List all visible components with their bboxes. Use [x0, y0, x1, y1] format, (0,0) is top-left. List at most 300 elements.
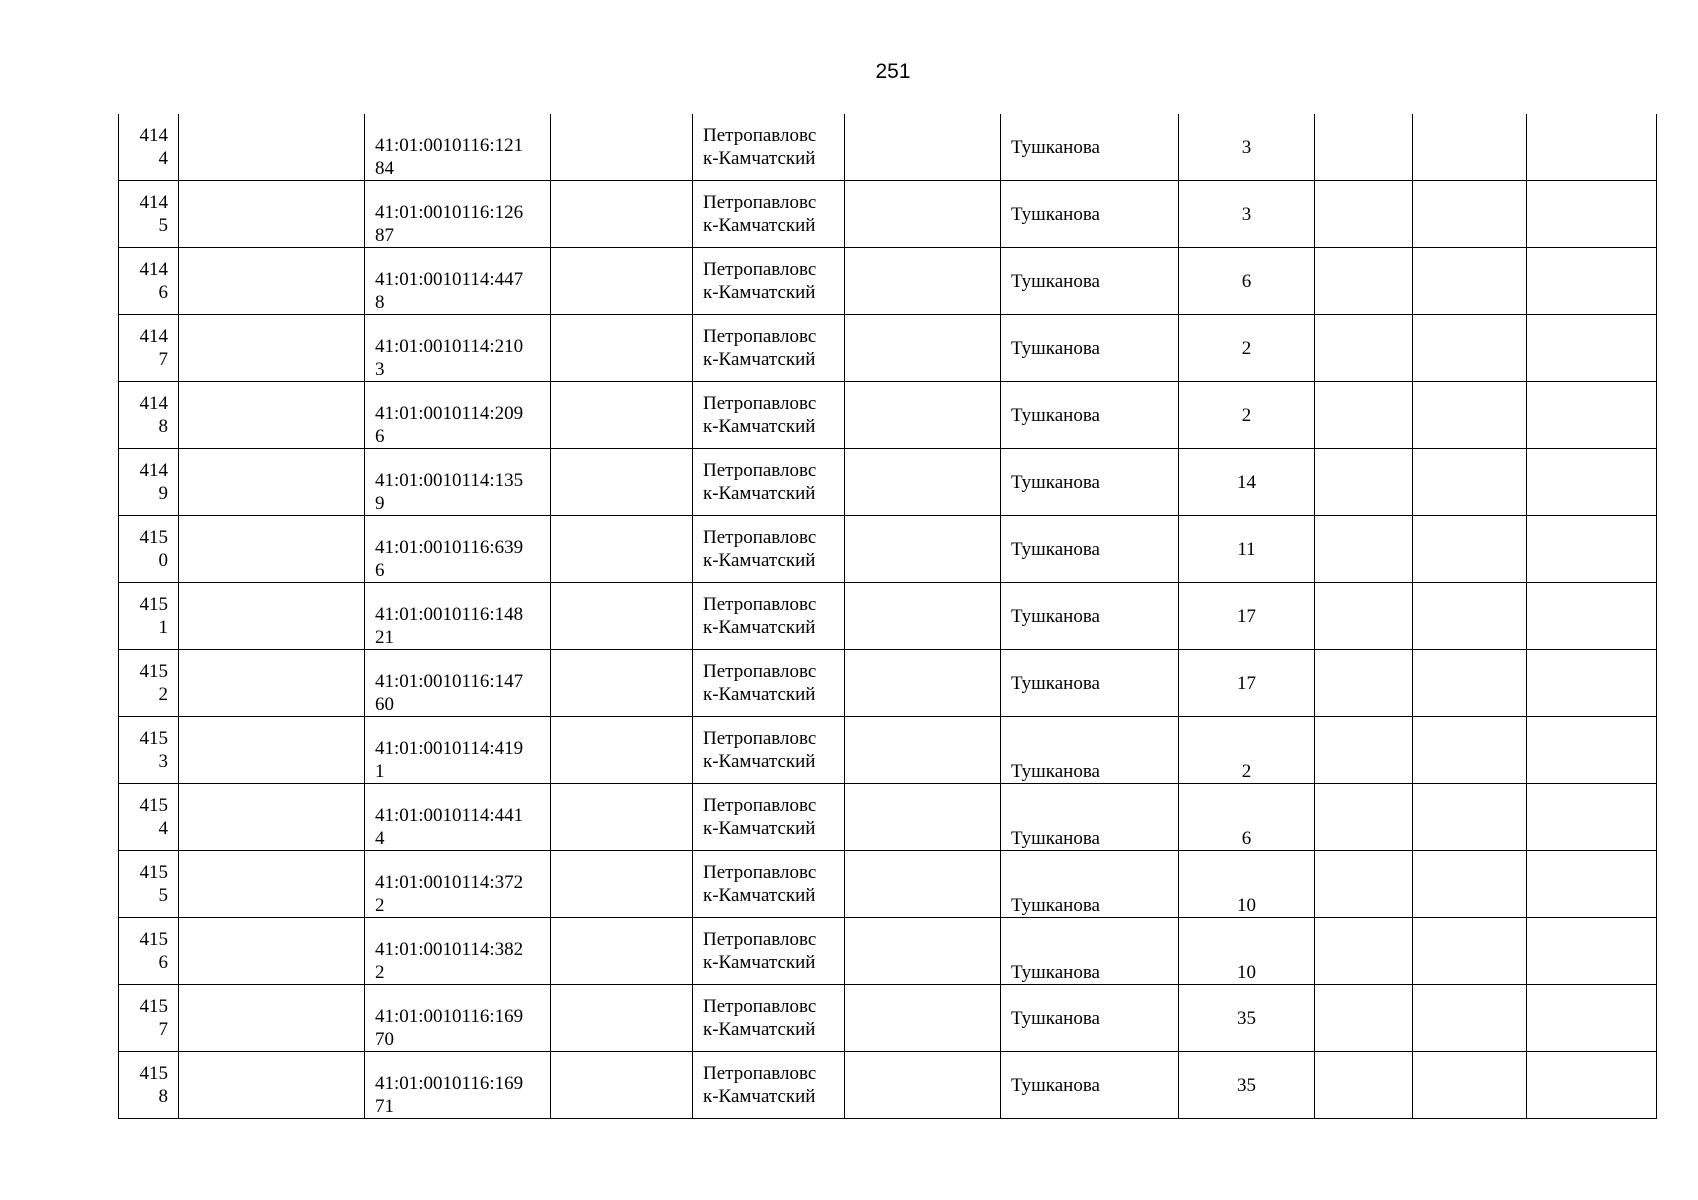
table-row	[119, 516, 1657, 583]
row-number-cell	[119, 784, 179, 851]
empty-cell	[1413, 382, 1527, 449]
empty-cell	[1315, 382, 1413, 449]
house-number-cell	[1179, 918, 1315, 985]
table-row	[119, 315, 1657, 382]
empty-cell	[1413, 583, 1527, 650]
empty-cell	[1527, 851, 1657, 918]
empty-cell	[551, 248, 693, 315]
city-line: Петропавловс	[703, 460, 817, 481]
street-name: Тушканова	[1011, 761, 1100, 782]
street-name: Тушканова	[1011, 1007, 1100, 1029]
empty-cell	[845, 851, 1001, 918]
row-number-line: 415	[139, 594, 168, 615]
cadastral-number-line: 70	[375, 1029, 394, 1050]
city-line: к-Камчатский	[703, 282, 816, 303]
table-row	[119, 918, 1657, 985]
city-cell	[693, 784, 845, 851]
empty-cell	[551, 851, 693, 918]
house-number-cell	[1179, 181, 1315, 248]
street-name: Тушканова	[1011, 828, 1100, 849]
city-line: к-Камчатский	[703, 751, 816, 772]
empty-cell	[1413, 650, 1527, 717]
row-number-line: 7	[158, 1019, 168, 1040]
cadastral-number-cell	[365, 114, 551, 181]
cadastral-number-line: 8	[375, 292, 385, 313]
city-cell	[693, 918, 845, 985]
cadastral-number-cell	[365, 382, 551, 449]
empty-cell	[179, 784, 365, 851]
empty-cell	[1413, 315, 1527, 382]
cadastral-number-cell	[365, 784, 551, 851]
cadastral-number-line: 2	[375, 895, 385, 916]
empty-cell	[1315, 784, 1413, 851]
house-number-cell	[1179, 315, 1315, 382]
city-line: к-Камчатский	[703, 684, 816, 705]
row-number-line: 2	[158, 684, 168, 705]
city-line: Петропавловс	[703, 527, 817, 548]
house-number: 17	[1237, 672, 1256, 694]
cadastral-number-line: 41:01:0010114:209	[375, 403, 524, 424]
empty-cell	[1527, 516, 1657, 583]
city-line: к-Камчатский	[703, 550, 816, 571]
row-number-line: 6	[158, 952, 168, 973]
row-number-line: 1	[158, 617, 168, 638]
city-cell	[693, 516, 845, 583]
empty-cell	[551, 516, 693, 583]
empty-cell	[179, 248, 365, 315]
city-line: к-Камчатский	[703, 215, 816, 236]
table-row	[119, 181, 1657, 248]
empty-cell	[1315, 114, 1413, 181]
row-number-line: 5	[158, 215, 168, 236]
empty-cell	[1527, 1052, 1657, 1119]
empty-cell	[179, 516, 365, 583]
empty-cell	[845, 717, 1001, 784]
row-number-line: 415	[139, 996, 168, 1017]
registry-table	[118, 114, 1657, 1119]
cadastral-number-line: 2	[375, 962, 385, 983]
house-number: 2	[1241, 404, 1252, 426]
empty-cell	[179, 181, 365, 248]
cadastral-number-line: 6	[375, 560, 385, 581]
empty-cell	[845, 1052, 1001, 1119]
house-number: 3	[1241, 136, 1252, 158]
row-number-line: 4	[158, 148, 168, 169]
row-number-line: 414	[139, 460, 168, 481]
street-name: Тушканова	[1011, 471, 1100, 493]
page-number: 251	[875, 60, 911, 83]
city-cell	[693, 382, 845, 449]
empty-cell	[1413, 851, 1527, 918]
empty-cell	[1527, 717, 1657, 784]
street-name: Тушканова	[1011, 136, 1100, 158]
street-cell	[1001, 449, 1179, 516]
empty-cell	[179, 650, 365, 717]
row-number-cell	[119, 851, 179, 918]
row-number-line: 8	[158, 1086, 168, 1107]
cadastral-number-line: 1	[375, 761, 385, 782]
empty-cell	[1527, 181, 1657, 248]
empty-cell	[845, 248, 1001, 315]
city-cell	[693, 315, 845, 382]
street-name: Тушканова	[1011, 404, 1100, 426]
empty-cell	[1315, 1052, 1413, 1119]
city-line: Петропавловс	[703, 996, 817, 1017]
street-cell	[1001, 114, 1179, 181]
cadastral-number-line: 41:01:0010116:639	[375, 537, 524, 558]
city-cell	[693, 650, 845, 717]
row-number-cell	[119, 985, 179, 1052]
house-number: 2	[1241, 337, 1252, 359]
empty-cell	[551, 784, 693, 851]
city-line: к-Камчатский	[703, 617, 816, 638]
cadastral-number-line: 6	[375, 426, 385, 447]
city-line: к-Камчатский	[703, 1086, 816, 1107]
row-number-line: 414	[139, 192, 168, 213]
cadastral-number-line: 9	[375, 493, 385, 514]
empty-cell	[551, 114, 693, 181]
street-name: Тушканова	[1011, 1074, 1100, 1096]
empty-cell	[179, 583, 365, 650]
street-name: Тушканова	[1011, 605, 1100, 627]
empty-cell	[179, 315, 365, 382]
empty-cell	[1527, 382, 1657, 449]
empty-cell	[1527, 650, 1657, 717]
house-number-cell	[1179, 114, 1315, 181]
cadastral-number-cell	[365, 851, 551, 918]
cadastral-number-line: 3	[375, 359, 385, 380]
cadastral-number-line: 41:01:0010114:441	[375, 805, 524, 826]
row-number-line: 415	[139, 728, 168, 749]
table-row	[119, 717, 1657, 784]
empty-cell	[845, 650, 1001, 717]
house-number-cell	[1179, 449, 1315, 516]
empty-cell	[1527, 985, 1657, 1052]
city-line: Петропавловс	[703, 862, 817, 883]
empty-cell	[1315, 650, 1413, 717]
cadastral-number-cell	[365, 181, 551, 248]
city-line: Петропавловс	[703, 728, 817, 749]
house-number-cell	[1179, 985, 1315, 1052]
cadastral-number-cell	[365, 315, 551, 382]
empty-cell	[845, 918, 1001, 985]
cadastral-number-cell	[365, 516, 551, 583]
house-number-cell	[1179, 516, 1315, 583]
empty-cell	[1315, 985, 1413, 1052]
cadastral-number-line: 41:01:0010116:126	[375, 202, 524, 223]
street-name: Тушканова	[1011, 538, 1100, 560]
empty-cell	[551, 315, 693, 382]
empty-cell	[1527, 918, 1657, 985]
row-number-line: 0	[158, 550, 168, 571]
street-name: Тушканова	[1011, 962, 1100, 983]
empty-cell	[179, 918, 365, 985]
empty-cell	[845, 382, 1001, 449]
empty-cell	[179, 449, 365, 516]
empty-cell	[1315, 315, 1413, 382]
empty-cell	[1315, 918, 1413, 985]
table-row	[119, 248, 1657, 315]
cadastral-number-line: 41:01:0010114:135	[375, 470, 524, 491]
street-cell	[1001, 516, 1179, 583]
row-number-cell	[119, 315, 179, 382]
cadastral-number-line: 41:01:0010116:148	[375, 604, 524, 625]
street-name: Тушканова	[1011, 203, 1100, 225]
row-number-cell	[119, 248, 179, 315]
table-row	[119, 650, 1657, 717]
row-number-line: 415	[139, 795, 168, 816]
empty-cell	[179, 114, 365, 181]
house-number: 6	[1241, 828, 1252, 849]
city-cell	[693, 449, 845, 516]
row-number-cell	[119, 449, 179, 516]
empty-cell	[845, 181, 1001, 248]
street-cell	[1001, 315, 1179, 382]
house-number-cell	[1179, 851, 1315, 918]
empty-cell	[1527, 583, 1657, 650]
cadastral-number-line: 41:01:0010116:169	[375, 1006, 524, 1027]
empty-cell	[1413, 181, 1527, 248]
empty-cell	[845, 583, 1001, 650]
city-line: к-Камчатский	[703, 483, 816, 504]
row-number-line: 7	[158, 349, 168, 370]
table-row	[119, 784, 1657, 851]
street-cell	[1001, 851, 1179, 918]
street-cell	[1001, 1052, 1179, 1119]
city-cell	[693, 114, 845, 181]
empty-cell	[1413, 248, 1527, 315]
row-number-cell	[119, 650, 179, 717]
cadastral-number-line: 41:01:0010116:147	[375, 671, 524, 692]
row-number-cell	[119, 583, 179, 650]
empty-cell	[179, 717, 365, 784]
house-number-cell	[1179, 583, 1315, 650]
empty-cell	[551, 717, 693, 784]
city-cell	[693, 1052, 845, 1119]
city-cell	[693, 181, 845, 248]
street-cell	[1001, 382, 1179, 449]
street-cell	[1001, 985, 1179, 1052]
cadastral-number-cell	[365, 449, 551, 516]
table-row	[119, 583, 1657, 650]
empty-cell	[551, 449, 693, 516]
city-cell	[693, 985, 845, 1052]
row-number-line: 8	[158, 416, 168, 437]
empty-cell	[845, 985, 1001, 1052]
empty-cell	[1527, 248, 1657, 315]
empty-cell	[1413, 114, 1527, 181]
city-cell	[693, 717, 845, 784]
row-number-cell	[119, 717, 179, 784]
empty-cell	[1315, 583, 1413, 650]
street-cell	[1001, 181, 1179, 248]
empty-cell	[1413, 985, 1527, 1052]
row-number-line: 6	[158, 282, 168, 303]
city-line: Петропавловс	[703, 1063, 817, 1084]
row-number-line: 9	[158, 483, 168, 504]
city-line: Петропавловс	[703, 661, 817, 682]
row-number-line: 4	[158, 818, 168, 839]
table-row	[119, 1052, 1657, 1119]
empty-cell	[1527, 114, 1657, 181]
row-number-line: 415	[139, 527, 168, 548]
empty-cell	[551, 918, 693, 985]
row-number-cell	[119, 382, 179, 449]
empty-cell	[1527, 315, 1657, 382]
cadastral-number-cell	[365, 985, 551, 1052]
row-number-line: 414	[139, 259, 168, 280]
table-row	[119, 114, 1657, 181]
empty-cell	[845, 315, 1001, 382]
table-row	[119, 382, 1657, 449]
cadastral-number-line: 21	[375, 627, 394, 648]
empty-cell	[1315, 516, 1413, 583]
empty-cell	[1527, 784, 1657, 851]
street-name: Тушканова	[1011, 270, 1100, 292]
row-number-cell	[119, 516, 179, 583]
house-number-cell	[1179, 1052, 1315, 1119]
street-cell	[1001, 784, 1179, 851]
house-number-cell	[1179, 717, 1315, 784]
street-cell	[1001, 248, 1179, 315]
empty-cell	[179, 985, 365, 1052]
cadastral-number-line: 84	[375, 158, 394, 179]
cadastral-number-line: 41:01:0010116:169	[375, 1073, 524, 1094]
street-name: Тушканова	[1011, 895, 1100, 916]
city-line: Петропавловс	[703, 594, 817, 615]
cadastral-number-cell	[365, 248, 551, 315]
empty-cell	[1527, 449, 1657, 516]
city-line: Петропавловс	[703, 259, 817, 280]
table-row	[119, 851, 1657, 918]
row-number-line: 415	[139, 661, 168, 682]
city-line: к-Камчатский	[703, 416, 816, 437]
cadastral-number-line: 41:01:0010114:210	[375, 336, 524, 357]
city-line: к-Камчатский	[703, 885, 816, 906]
cadastral-number-line: 41:01:0010114:372	[375, 872, 524, 893]
cadastral-number-line: 4	[375, 828, 385, 849]
cadastral-number-cell	[365, 650, 551, 717]
street-cell	[1001, 717, 1179, 784]
cadastral-number-cell	[365, 1052, 551, 1119]
house-number-cell	[1179, 248, 1315, 315]
row-number-line: 414	[139, 393, 168, 414]
empty-cell	[1413, 918, 1527, 985]
empty-cell	[845, 114, 1001, 181]
empty-cell	[1413, 516, 1527, 583]
house-number: 10	[1237, 962, 1256, 983]
empty-cell	[551, 382, 693, 449]
cadastral-number-line: 41:01:0010114:447	[375, 269, 524, 290]
city-line: Петропавловс	[703, 795, 817, 816]
empty-cell	[551, 181, 693, 248]
city-line: к-Камчатский	[703, 952, 816, 973]
row-number-line: 415	[139, 1063, 168, 1084]
empty-cell	[179, 382, 365, 449]
city-line: Петропавловс	[703, 125, 817, 146]
cadastral-number-line: 87	[375, 225, 394, 246]
row-number-line: 5	[158, 885, 168, 906]
table-row	[119, 449, 1657, 516]
city-line: к-Камчатский	[703, 349, 816, 370]
cadastral-number-cell	[365, 583, 551, 650]
city-line: Петропавловс	[703, 929, 817, 950]
row-number-line: 415	[139, 929, 168, 950]
empty-cell	[845, 449, 1001, 516]
house-number: 6	[1241, 270, 1252, 292]
cadastral-number-line: 41:01:0010114:419	[375, 738, 524, 759]
row-number-cell	[119, 181, 179, 248]
empty-cell	[1315, 449, 1413, 516]
empty-cell	[551, 985, 693, 1052]
row-number-line: 3	[158, 751, 168, 772]
city-line: Петропавловс	[703, 192, 817, 213]
row-number-cell	[119, 1052, 179, 1119]
city-cell	[693, 851, 845, 918]
city-line: к-Камчатский	[703, 148, 816, 169]
house-number: 14	[1237, 471, 1256, 493]
row-number-cell	[119, 114, 179, 181]
house-number: 17	[1237, 605, 1256, 627]
cadastral-number-line: 41:01:0010114:382	[375, 939, 524, 960]
empty-cell	[179, 851, 365, 918]
table-row	[119, 985, 1657, 1052]
empty-cell	[551, 583, 693, 650]
empty-cell	[845, 516, 1001, 583]
house-number: 35	[1237, 1074, 1256, 1096]
city-line: Петропавловс	[703, 326, 817, 347]
street-name: Тушканова	[1011, 672, 1100, 694]
street-cell	[1001, 583, 1179, 650]
empty-cell	[1315, 851, 1413, 918]
cadastral-number-cell	[365, 918, 551, 985]
city-line: Петропавловс	[703, 393, 817, 414]
house-number-cell	[1179, 650, 1315, 717]
city-cell	[693, 248, 845, 315]
empty-cell	[179, 1052, 365, 1119]
house-number: 2	[1241, 761, 1252, 782]
house-number: 3	[1241, 203, 1252, 225]
row-number-line: 415	[139, 862, 168, 883]
empty-cell	[1413, 717, 1527, 784]
row-number-line: 414	[139, 326, 168, 347]
city-cell	[693, 583, 845, 650]
empty-cell	[1413, 449, 1527, 516]
cadastral-number-line: 41:01:0010116:121	[375, 135, 524, 156]
empty-cell	[1413, 784, 1527, 851]
empty-cell	[551, 1052, 693, 1119]
empty-cell	[1315, 181, 1413, 248]
empty-cell	[1413, 1052, 1527, 1119]
house-number: 11	[1237, 538, 1256, 560]
house-number: 10	[1237, 895, 1256, 916]
table-body	[119, 114, 1657, 1119]
house-number-cell	[1179, 382, 1315, 449]
empty-cell	[1315, 248, 1413, 315]
empty-cell	[551, 650, 693, 717]
street-name: Тушканова	[1011, 337, 1100, 359]
city-line: к-Камчатский	[703, 818, 816, 839]
street-cell	[1001, 918, 1179, 985]
cadastral-number-line: 71	[375, 1096, 394, 1117]
empty-cell	[845, 784, 1001, 851]
city-line: к-Камчатский	[703, 1019, 816, 1040]
cadastral-number-cell	[365, 717, 551, 784]
row-number-cell	[119, 918, 179, 985]
empty-cell	[1315, 717, 1413, 784]
house-number: 35	[1237, 1007, 1256, 1029]
cadastral-number-line: 60	[375, 694, 394, 715]
